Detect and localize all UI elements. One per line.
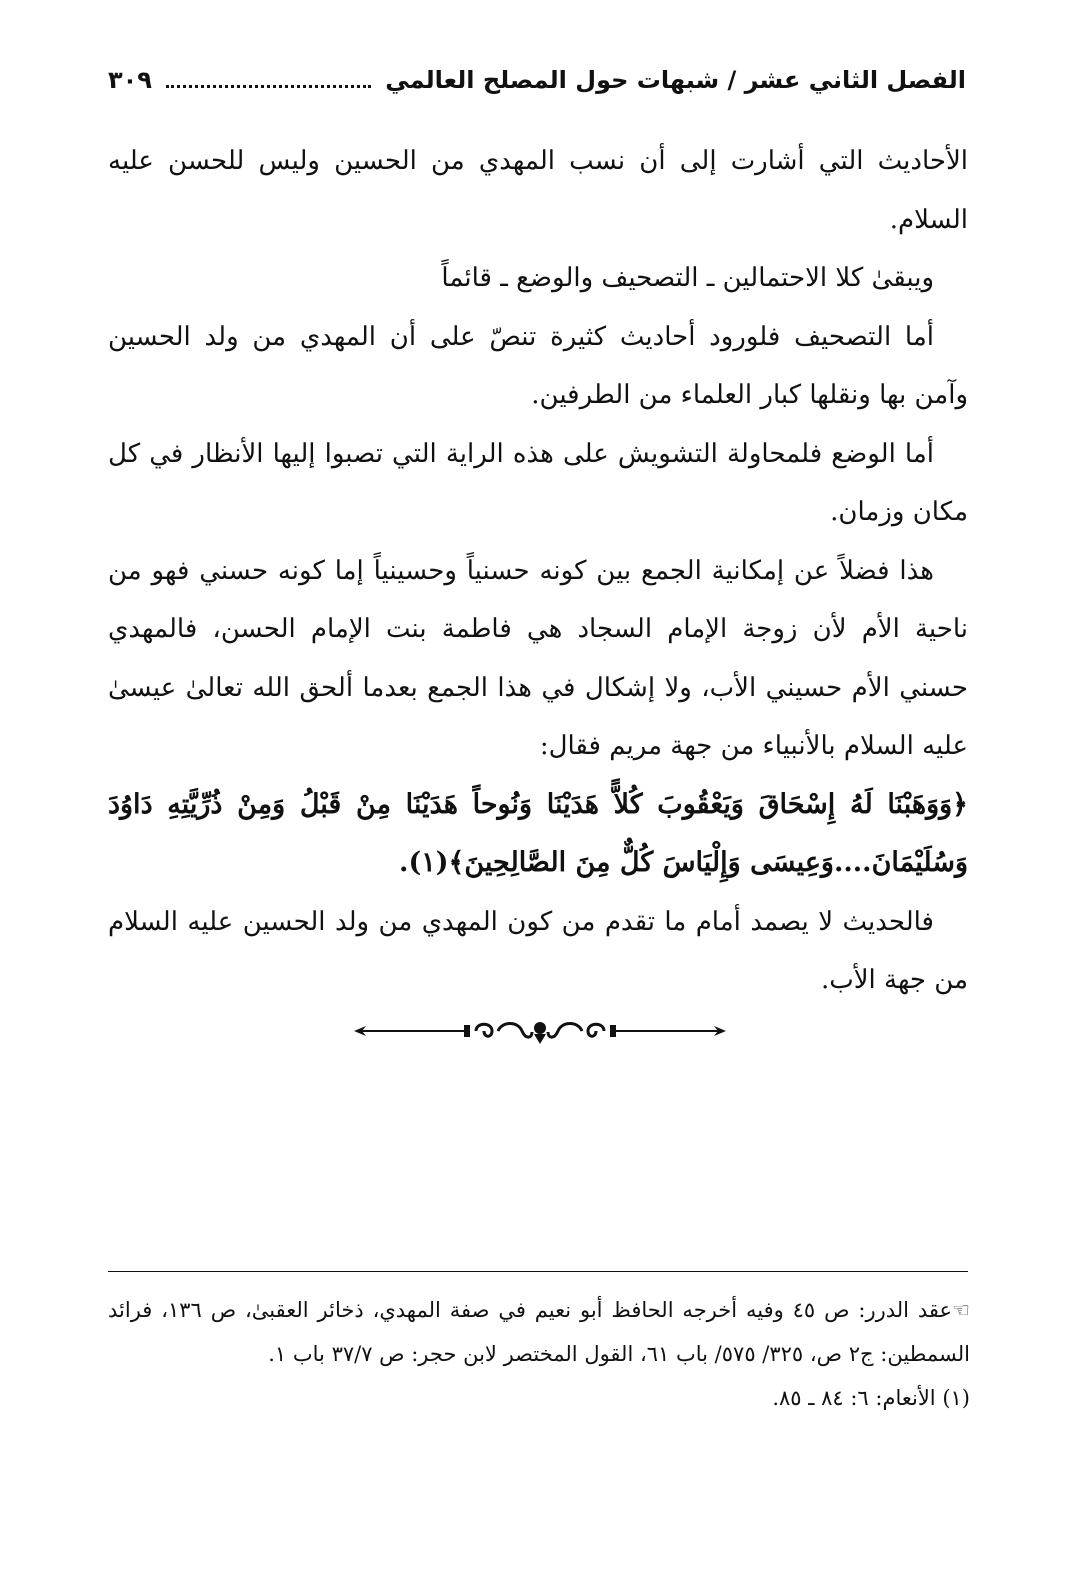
- chapter-title: الفصل الثاني عشر / شبهات حول المصلح العالمي: [385, 66, 966, 94]
- source-footnote-text: عقد الدرر: ص ٤٥ وفيه أخرجه الحافظ أبو نعيم في صفة المهدي، ذخائر العقبىٰ، ص ١٣٦، فرائد السمطين: ج٢ ص، ٣٢٥/ ٥٧٥/ باب ٦١، القول المختصر لابن حجر: ص ٣٧/٧ باب ١.: [108, 1298, 970, 1366]
- dotted-leader: [166, 85, 371, 88]
- section-divider-ornament: [352, 1016, 728, 1046]
- quran-verse: ﴿وَوَهَبْنَا لَهُ إِسْحَاقَ وَيَعْقُوبَ كُلاًّ هَدَيْنَا وَنُوحاً هَدَيْنَا مِنْ قَبْلُ وَمِنْ ذُرِّيَّتِهِ دَاوُدَ وَسُلَيْمَانَ....وَعِيسَى وَإِلْيَاسَ كُلٌّ مِنَ الصَّالِحِينَ﴾(١).: [108, 788, 968, 878]
- paragraph: فالحديث لا يصمد أمام ما تقدم من كون المهدي من ولد الحسين عليه السلام من جهة الأب.: [108, 906, 968, 995]
- body-text: [108, 132, 968, 1010]
- paragraph: هذا فضلاً عن إمكانية الجمع بين كونه حسنياً وحسينياً إما كونه حسني فهو من ناحية الأم لأن زوجة الإمام السجاد هي فاطمة بنت الإمام الحسن، فالمهدي حسني الأم حسيني الأب، ولا إشكال في هذا الجمع بعدما ألحق الله تعالىٰ عيسىٰ عليه السلام بالأنبياء من جهة مريم فقال:: [108, 555, 968, 761]
- footnotes: [108, 1288, 970, 1420]
- running-header: [108, 58, 966, 102]
- paragraph: ويبقىٰ كلا الاحتمالين ـ التصحيف والوضع ـ قائماً: [441, 263, 934, 293]
- page-number: ٣٠٩: [108, 66, 152, 94]
- numbered-footnote: (١) الأنعام: ٦: ٨٤ ـ ٨٥.: [772, 1386, 970, 1410]
- paragraph: أما التصحيف فلورود أحاديث كثيرة تنصّ على أن المهدي من ولد الحسين وآمن بها ونقلها كبار العلماء من الطرفين.: [108, 321, 968, 410]
- paragraph: الأحاديث التي أشارت إلى أن نسب المهدي من الحسين وليس للحسن عليه السلام.: [108, 146, 968, 235]
- pointing-hand-icon: ☜: [952, 1298, 970, 1322]
- source-footnote: [108, 1288, 970, 1376]
- paragraph: أما الوضع فلمحاولة التشويش على هذه الراية التي تصبوا إليها الأنظار في كل مكان وزمان.: [108, 438, 968, 527]
- footnote-rule: [108, 1271, 968, 1272]
